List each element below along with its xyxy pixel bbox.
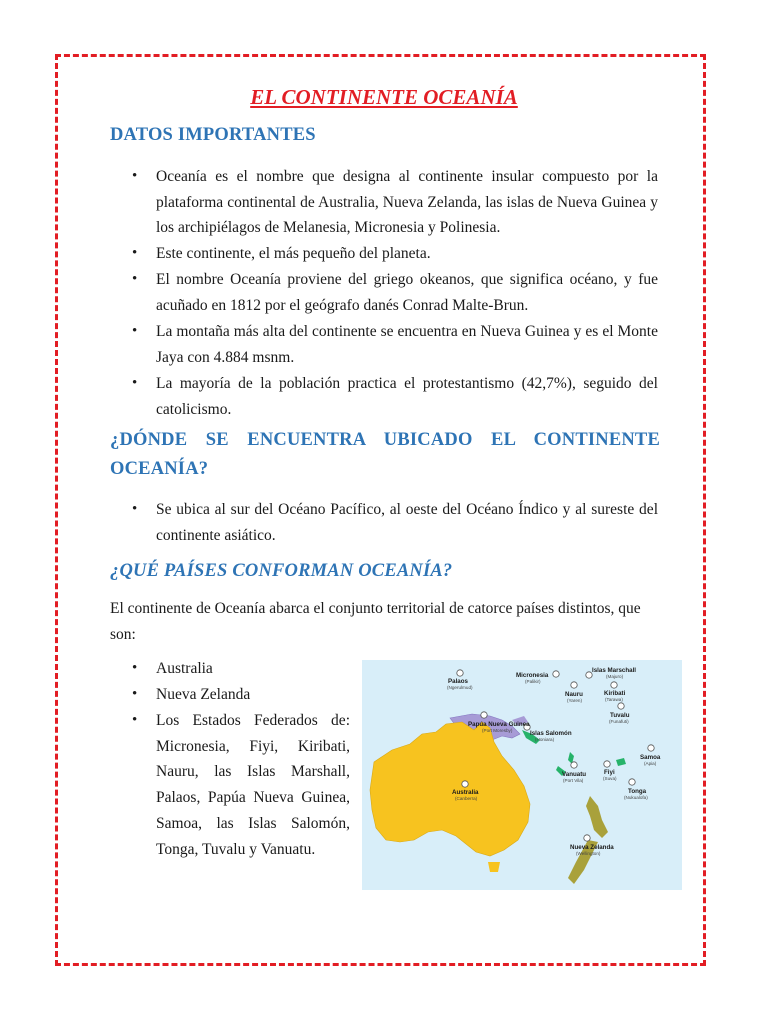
map-capital-kiribati: (Tarawa) [605,697,623,702]
list-item: • Los Estados Federados de: Micronesia, Fiyi, Kiribati, Nauru, las Islas Marshall, Palaos, Papúa Nueva Guinea, Samoa, las Islas Salomón, Tonga, Tuvalu y Vanuatu. [110,708,350,862]
map-label-tonga: Tonga [628,788,647,795]
list-item: • La montaña más alta del continente se encuentra en Nueva Guinea y es el Monte Jaya con 4.884 msnm. [110,319,658,370]
oceania-map-svg [362,660,682,890]
map-label-micronesia: Micronesia [516,672,549,679]
list-item: • Australia [110,656,350,682]
map-label-tuvalu: Tuvalu [610,712,630,719]
map-label-islas-salomon: Islas Salomón [530,730,572,737]
map-capital-papua: (Port Moresby) [482,728,513,733]
list-item: • Este continente, el más pequeño del planeta. [110,241,658,267]
map-label-australia: Australia [452,789,479,796]
fiji-shape [616,758,626,766]
map-label-islas-marschall: Islas Marschall [592,667,637,674]
section-heading-datos: DATOS IMPORTANTES [110,125,316,145]
capital-marker [648,745,654,751]
capital-marker [584,835,590,841]
map-label-kiribati: Kiribati [604,690,626,697]
datos-bullet-list [110,164,658,423]
list-item: • Oceanía es el nombre que designa al continente insular compuesto por la plataforma continental de Australia, Nueva Zelanda, las islas de Nueva Guinea y los archipiélagos de Melanesia, Micronesia y Polinesia. [110,164,658,241]
capital-marker [457,670,463,676]
map-capital-nauru: (Yaren) [567,698,582,703]
section-heading-ubicacion: ¿DÓNDE SE ENCUENTRA UBICADO EL CONTINENTE OCEANÍA? [110,430,660,479]
map-capital-vanuatu: (Port Vila) [563,778,584,783]
page-title: EL CONTINENTE OCEANÍA [250,85,518,109]
map-label-nueva-zelanda: Nueva Zelanda [570,844,614,851]
map-capital-islas-marschall: (Majuro) [606,674,624,679]
capital-marker [618,703,624,709]
paises-intro-paragraph: El continente de Oceanía abarca el conjunto territorial de catorce países distintos, que son: [110,600,641,643]
capital-marker [481,712,487,718]
map-capital-nueva-zelanda: (Wellington) [576,851,601,856]
map-capital-fiyi: (Suva) [603,776,617,781]
list-item: • Se ubica al sur del Océano Pacífico, al oeste del Océano Índico y al sureste del continente asiático. [110,497,658,548]
list-item: • La mayoría de la población practica el protestantismo (42,7%), seguido del catolicismo. [110,371,658,422]
australia-shape [370,722,530,856]
map-capital-palaos: (Ngerulmud) [447,685,473,690]
map-capital-micronesia: (Palikir) [525,679,541,684]
capital-marker [462,781,468,787]
list-item: • El nombre Oceanía proviene del griego okeanos, que significa océano, y fue acuñado en 1812 por el geógrafo danés Conrad Malte-Brun. [110,267,658,318]
section-heading-paises: ¿QUÉ PAÍSES CONFORMAN OCEANÍA? [110,561,453,581]
map-label-fiyi: Fiyi [604,769,615,776]
map-label-samoa: Samoa [640,754,661,761]
map-label-papua: Papúa Nueva Guinea [468,721,530,728]
list-item: • Nueva Zelanda [110,682,350,708]
map-label-vanuatu: Vanuatu [562,771,587,778]
capital-marker [611,682,617,688]
oceania-map [362,660,682,890]
map-capital-tuvalu: (Funafuti) [609,719,629,724]
ubicacion-bullet-list [110,497,658,549]
map-label-nauru: Nauru [565,691,583,698]
map-capital-tonga: (Nukualofa) [624,795,648,800]
capital-marker [553,671,559,677]
capital-marker [571,682,577,688]
map-label-palaos: Palaos [448,678,468,685]
map-capital-islas-salomon: (Honiara) [535,737,555,742]
map-capital-samoa: (Apia) [644,761,657,766]
paises-bullet-list [110,656,350,863]
map-capital-australia: (Canberra) [455,796,478,801]
capital-marker [571,762,577,768]
capital-marker [604,761,610,767]
capital-marker [629,779,635,785]
tasmania-shape [488,862,500,872]
new-zealand-north-shape [586,796,608,838]
